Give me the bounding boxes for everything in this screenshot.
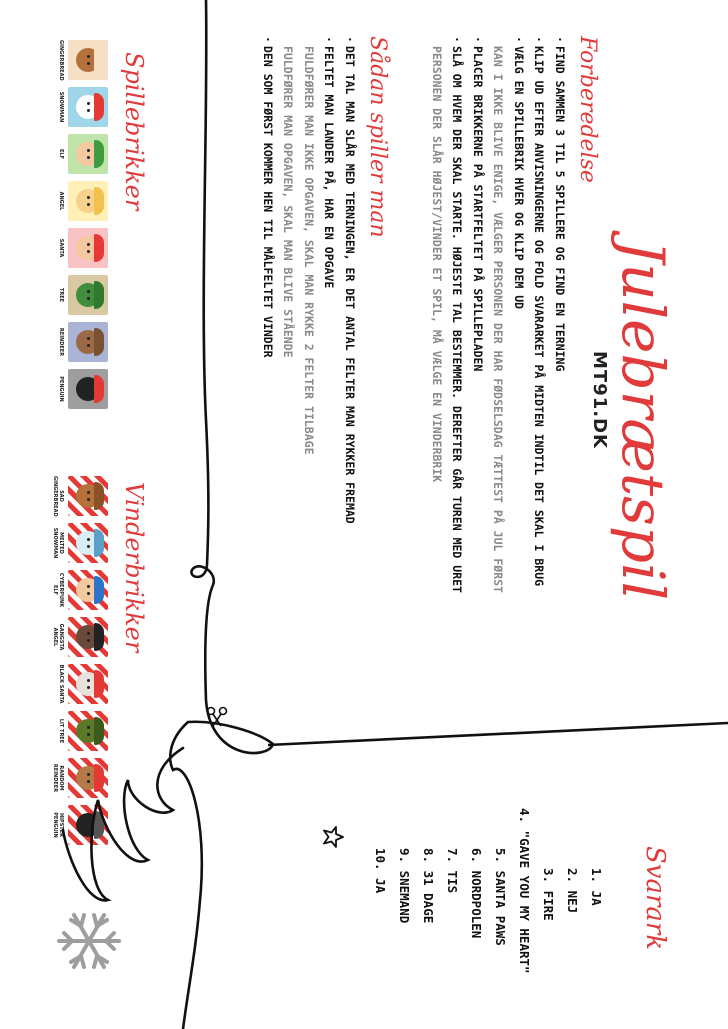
bullet: ·: [322, 36, 337, 43]
answer-item: 9. SNEMAND: [397, 848, 412, 924]
spillebrikker-label: PENGUIN: [58, 376, 64, 402]
answer-item: 8. 31 DAGE: [421, 848, 436, 924]
vinderbrikker-label: BLACK SANTA: [58, 664, 64, 704]
page-subtitle: MT91.DK: [589, 351, 610, 449]
scissors-icon: [206, 706, 228, 728]
vinderbrikker-label: GANGSTA ANGEL: [52, 623, 64, 651]
vinderbrikker-label: RANDOM REINDEER: [52, 763, 64, 793]
answer-item: 2. NEJ: [565, 868, 580, 914]
spillebrikker-label: ANGEL: [58, 191, 64, 211]
spillebrikker-label: TREE: [58, 287, 64, 303]
spillebrikker-label: REINDEER: [58, 327, 64, 357]
spillebrikker-label: GINGERBREAD: [58, 40, 64, 81]
spillebrikker-label: ELF: [58, 148, 64, 160]
section-heading-forberedelse: Forberedelse: [575, 36, 600, 183]
saadan-item-text: DEN SOM FØRST KOMMER HEN TIL MÅLFELTET VINDER: [261, 46, 275, 358]
tree-scribble: [63, 748, 183, 900]
forberedelse-item-text: PLACER BRIKKERNE PÅ STARTFELTET PÅ SPILLEPLADEN: [471, 46, 485, 372]
spillebrikker-label: SANTA: [58, 238, 64, 258]
bullet: ·: [553, 36, 567, 43]
bullet: ·: [512, 36, 526, 43]
section-heading-saadan: Sådan spiller man: [365, 36, 390, 238]
cut-line: [170, 0, 273, 1029]
section-heading-svarark: Svarark: [640, 846, 670, 951]
vinderbrikker-label: LIT TREE: [58, 718, 64, 744]
forberedelse-item-text: PERSONEN DER SLÅR HØJEST/VINDER ET SPIL, MÅ VÆLGE EN VINDERBRIK: [430, 46, 444, 483]
saadan-item-text: FULDFØRER MAN IKKE OPGAVEN, SKAL MAN RYKKE 2 FELTER TILBAGE: [302, 46, 316, 455]
saadan-item-text: FELTET MAN LANDER PÅ, HAR EN OPGAVE: [322, 46, 337, 289]
spillebrikker-label: SNOWMAN: [58, 91, 64, 123]
bullet: ·: [450, 36, 465, 43]
bullet: ·: [532, 36, 547, 43]
forberedelse-item-text: VÆLG EN SPILLEBRIK HVER OG KLIP DEM UD: [512, 46, 526, 310]
snowflake-icon: [54, 906, 124, 976]
bullet: ·: [261, 36, 275, 43]
section-heading-vinderbrikker: Vinderbrikker: [120, 482, 148, 653]
forberedelse-item-text: SLÅ OM HVEM DER SKAL STARTE. HØJESTE TAL BESTEMMER. DEREFTER GÅR TUREN MED URET: [450, 46, 465, 593]
answer-item: 7. TIS: [445, 848, 460, 894]
vinderbrikker-label: HIPSTER PENGUIN: [52, 812, 64, 838]
bullet: ·: [343, 36, 357, 43]
vinderbrikker-label: CYBERPUNK ELF: [52, 572, 64, 608]
vinderbrikker-label: MELTED SNOWMAN: [52, 527, 64, 559]
answer-item: 3. FIRE: [541, 868, 556, 921]
answer-item: 5. SANTA PAWS: [493, 848, 508, 946]
saadan-item-text: DET TAL MAN SLÅR MED TERNINGEN, ER DET ANTAL FELTER MAN RYKKER FREMAD: [343, 46, 357, 524]
forberedelse-item-text: KAN I IKKE BLIVE ENIGE, VÆLGER PERSONEN DER HAR FØDSELSDAG TÆTTEST PÅ JUL FØRST: [491, 46, 506, 593]
section-heading-spillebrikker: Spillebrikker: [120, 52, 148, 211]
bullet: ·: [471, 36, 485, 43]
answer-item: 4. "GAVE YOU MY HEART": [517, 808, 532, 974]
answer-item: 10. JA: [373, 848, 388, 894]
vinderbrikker-label: SAD GINGERBREAD: [52, 476, 64, 517]
star-icon: [322, 826, 344, 848]
answer-item: 6. NORDPOLEN: [469, 848, 484, 939]
forberedelse-item-text: KLIP UD EFTER ANVISNINGERNE OG FOLD SVARARKET PÅ MIDTEN INDTIL DET SKAL I BRUG: [532, 46, 547, 587]
answer-item: 1. JA: [589, 868, 604, 906]
saadan-item-text: FULDFØRER MAN OPGAVEN, SKAL MAN BLIVE STÅENDE: [281, 46, 296, 358]
page-title: Julebrætspil: [609, 240, 677, 601]
forberedelse-item-text: FIND SAMMEN 3 TIL 5 SPILLERE OG FIND EN TERNING: [553, 46, 567, 372]
